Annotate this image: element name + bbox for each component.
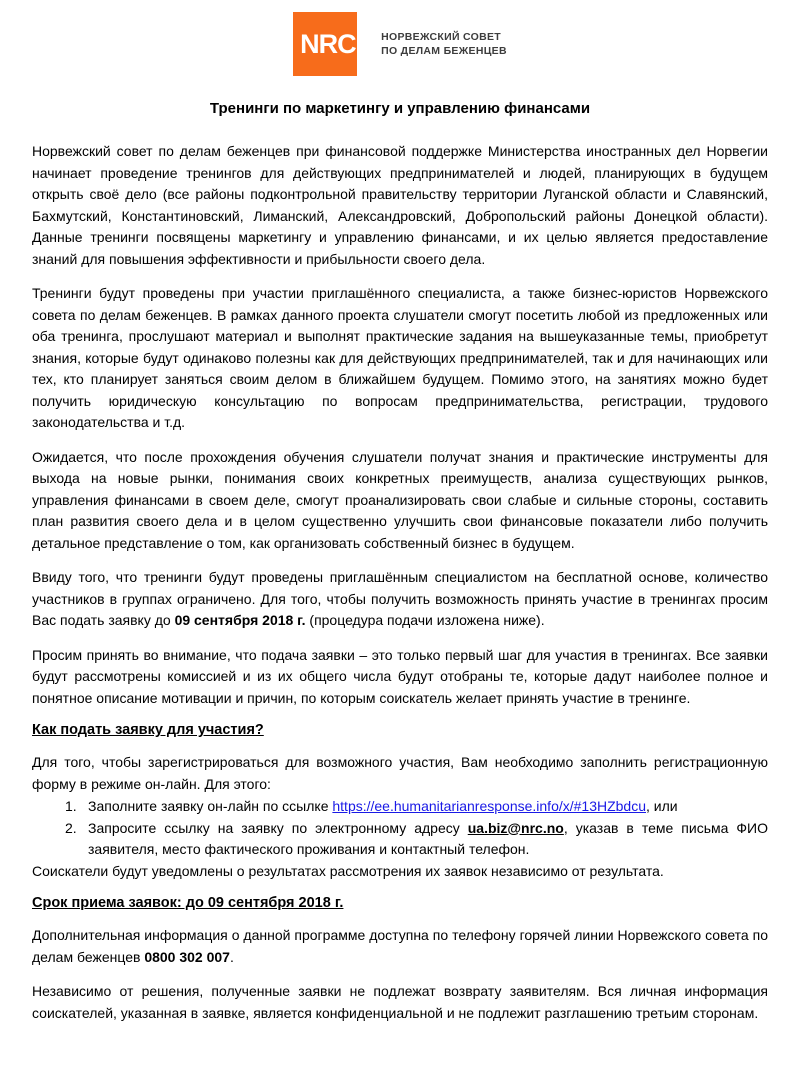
paragraph-confidentiality-note: Независимо от решения, полученные заявки не подлежат возврату заявителям. Вся личная информация соискателей, указанная в заявке, является конфиденциальной и не подлежит разглашению третьим сторонам.	[32, 983, 768, 1021]
page-title: Тренинги по маркетингу и управлению финансами	[209, 100, 591, 117]
list-item	[32, 796, 768, 818]
nrc-logo	[32, 12, 768, 76]
list-item	[32, 818, 768, 861]
deadline-date: 09 сентября 2018 г.	[174, 612, 306, 628]
paragraph-registration-instructions: Для того, чтобы зарегистрироваться для возможного участия, Вам необходимо заполнить регистрационную форму в режиме он-лайн. Для этого:	[32, 754, 768, 792]
paragraph-intro: Норвежский совет по делам беженцев при финансовой поддержке Министерства иностранных дел Норвегии начинает проведение тренингов для действующих предпринимателей и людей, планирующих в будущем открыть своё дело (все районы подконтрольной правительству территории Луганской области и Славянский, Бахмутский, Константиновский, Лиманский, Александровский, Добропольский районы Донецкой области). Данные тренинги посвящены маркетингу и управлению финансами, и их целью является предоставление знаний для повышения эффективности и прибыльности своего дела.	[32, 143, 768, 267]
nrc-logo-abbr: NRC	[300, 28, 356, 59]
deadline-text-post: (процедура подачи изложена ниже).	[305, 612, 545, 628]
contact-email-link[interactable]: ua.biz@nrc.no	[467, 819, 564, 836]
step1-text-post: , или	[646, 798, 678, 814]
application-steps-list	[32, 796, 768, 861]
list-item-text	[88, 818, 768, 861]
list-item-text	[88, 796, 768, 818]
nrc-org-name-line1: НОРВЕЖСКИЙ СОВЕТ	[381, 31, 501, 43]
list-item-number: 2.	[65, 819, 77, 836]
nrc-org-name	[381, 30, 507, 58]
paragraph-selection-process: Просим принять во внимание, что подача заявки – это только первый шаг для участия в тренингах. Все заявки будут рассмотрены комиссией и из их общего числа будут отобраны те, которые дадут наиболее полное и понятное описание мотивации и причин, по которым соискатель желает принять участие в тренинге.	[32, 646, 768, 706]
step2-text-post: , указав в теме письма ФИО заявителя, место фактического проживания и контактный телефон.	[88, 819, 768, 857]
hotline-phone-number: 0800 302 007	[144, 948, 230, 965]
deadline-heading: Срок приема заявок: до 09 сентября 2018 г.	[32, 895, 344, 911]
step2-text-pre: Запросите ссылку на заявку по электронному адресу	[88, 819, 468, 836]
nrc-org-name-line2: ПО ДЕЛАМ БЕЖЕНЦЕВ	[381, 45, 507, 57]
paragraph-hotline-info	[32, 925, 768, 968]
paragraph-trainings-description: Тренинги будут проведены при участии приглашённого специалиста, а также бизнес-юристов Норвежского совета по делам беженцев. В рамках данного проекта слушатели смогут посетить любой из предложенных или оба тренинга, прослушают материал и выполнят практические задания на вышеуказанные темы, приобретут знания, которые будут одинаково полезны как для действующих предпринимателей, так и для начинающих или тех, кто планирует заняться своим делом в ближайшем будущем. Помимо этого, на занятиях можно будет получить юридическую консультацию по вопросам предпринимательства, регистрации, трудового законодательства и т.д.	[32, 285, 768, 430]
paragraph-expected-outcomes: Ожидается, что после прохождения обучения слушатели получат знания и практические инструменты для выхода на новые рынки, понимания своих конкретных преимуществ, анализа существующих рынков, управления финансами в своем деле, смогут проанализировать свои слабые и сильные стороны, составить план развития своего дела и в целом существенно улучшить свои финансовые показатели либо получить детальное представление о том, как организовать собственный бизнес в будущем.	[32, 448, 768, 551]
hotline-text-pre: Дополнительная информация о данной программе доступна по телефону горячей линии Норвежского совета по делам беженцев	[32, 927, 768, 965]
application-form-link[interactable]: https://ee.humanitarianresponse.info/x/#13HZbdcu	[332, 798, 647, 814]
hotline-text-post: .	[229, 948, 234, 965]
list-item-number: 1.	[65, 798, 77, 814]
paragraph-application-deadline	[32, 567, 768, 632]
deadline-text-pre: Ввиду того, что тренинги будут проведены приглашённым специалистом на бесплатной основе, количество участников в группах ограничено. Для того, чтобы получить возможность принять участие в тренингах просим Вас подать заявку до	[32, 569, 768, 628]
paragraph-notification-note: Соискатели будут уведомлены о результатах рассмотрения их заявок независимо от результата.	[32, 862, 664, 879]
nrc-logo-icon	[293, 12, 357, 76]
how-to-apply-heading: Как подать заявку для участия?	[32, 722, 264, 738]
step1-text-pre: Заполните заявку он-лайн по ссылке	[88, 798, 333, 814]
